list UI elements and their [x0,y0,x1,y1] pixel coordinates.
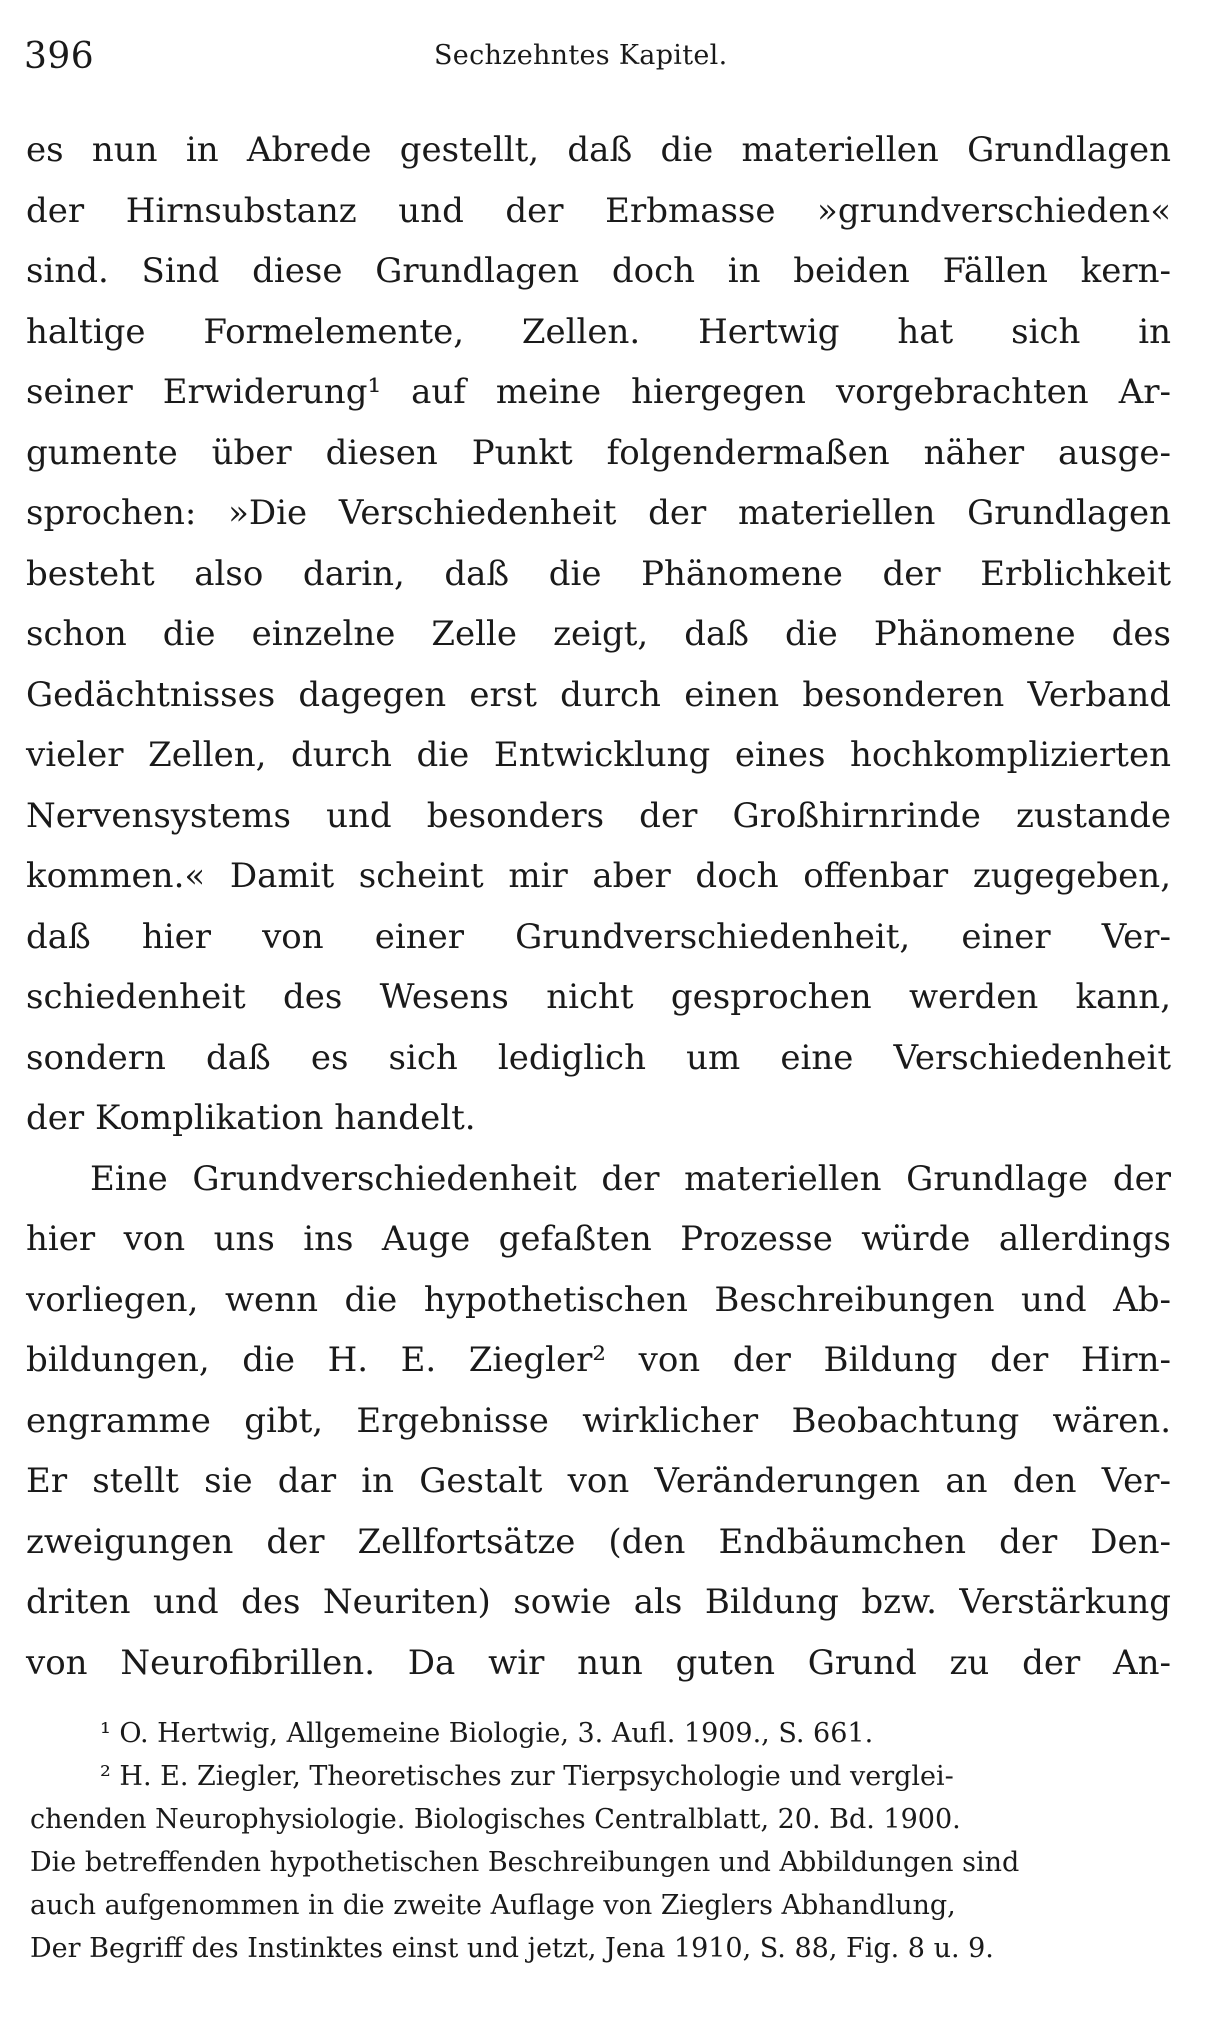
footnote-line: Der Begriff des Instinktes einst und jetzt, Jena 1910, S. 88, Fig. 8 u. 9. [30,1933,994,1964]
text-line: vieler Zellen, durch die Entwicklung eines hochkomplizierten [26,735,1171,775]
text-line: driten und des Neuriten) sowie als Bildung bzw. Verstärkung [26,1582,1171,1622]
footnote-2: ² H. E. Ziegler, Theoretisches zur Tierpsychologie und verglei- [100,1761,954,1792]
text-line: gumente über diesen Punkt folgendermaßen näher ausge- [26,432,1171,473]
footnote-1: ¹ O. Hertwig, Allgemeine Biologie, 3. Aufl. 1909., S. 661. [100,1718,874,1749]
text-line: vorliegen, wenn die hypothetischen Beschreibungen und Ab- [26,1279,1171,1320]
text-line: Gedächtnisses dagegen erst durch einen besonderen Verband [26,674,1171,715]
text-line: von Neurofibrillen. Da wir nun guten Grund zu der An- [26,1642,1171,1683]
running-title: Sechzehntes Kapitel. [434,40,728,71]
text-line: sind. Sind diese Grundlagen doch in beiden Fällen kern- [26,251,1171,291]
text-line: schon die einzelne Zelle zeigt, daß die Phänomene des [26,614,1171,654]
page-header [24,30,1174,90]
text-line: kommen.« Damit scheint mir aber doch offenbar zugegeben, [26,856,1171,896]
text-line: haltige Formelemente, Zellen. Hertwig hat sich in [26,311,1171,352]
text-line: sondern daß es sich lediglich um eine Verschiedenheit [26,1037,1171,1078]
text-line: Eine Grundverschiedenheit der materiellen Grundlage der [90,1158,1171,1199]
text-line: Nervensystems und besonders der Großhirnrinde zustande [26,795,1171,836]
text-line: es nun in Abrede gestellt, daß die materiellen Grundlagen [26,130,1171,170]
footnotes [30,1712,1175,1970]
text-line: hier von uns ins Auge gefaßten Prozesse würde allerdings [26,1219,1171,1259]
text-line: zweigungen der Zellfortsätze (den Endbäumchen der Den- [26,1521,1171,1562]
text-line: engramme gibt, Ergebnisse wirklicher Beobachtung wären. [26,1400,1171,1441]
text-line: der Komplikation handelt. [26,1098,476,1138]
text-line: seiner Erwiderung¹ auf meine hiergegen vorgebrachten Ar- [26,372,1171,412]
text-line: der Hirnsubstanz und der Erbmasse »grundverschieden« [26,190,1171,231]
footnote-line: auch aufgenommen in die zweite Auflage von Zieglers Abhandlung, [30,1890,956,1921]
footnote-line: chenden Neurophysiologie. Biologisches Centralblatt, 20. Bd. 1900. [30,1804,961,1835]
page-number: 396 [24,36,95,77]
text-line: sprochen: »Die Verschiedenheit der materiellen Grundlagen [26,493,1171,533]
text-line: Er stellt sie dar in Gestalt von Veränderungen an den Ver- [26,1461,1171,1501]
text-line: bildungen, die H. E. Ziegler² von der Bildung der Hirn- [26,1340,1171,1380]
main-text [26,120,1171,1693]
footnote-line: Die betreffenden hypothetischen Beschreibungen und Abbildungen sind [30,1847,1020,1878]
text-line: schiedenheit des Wesens nicht gesprochen werden kann, [26,977,1171,1017]
text-line: besteht also darin, daß die Phänomene der Erblichkeit [26,553,1171,594]
text-line: daß hier von einer Grundverschiedenheit, einer Ver- [26,916,1171,957]
